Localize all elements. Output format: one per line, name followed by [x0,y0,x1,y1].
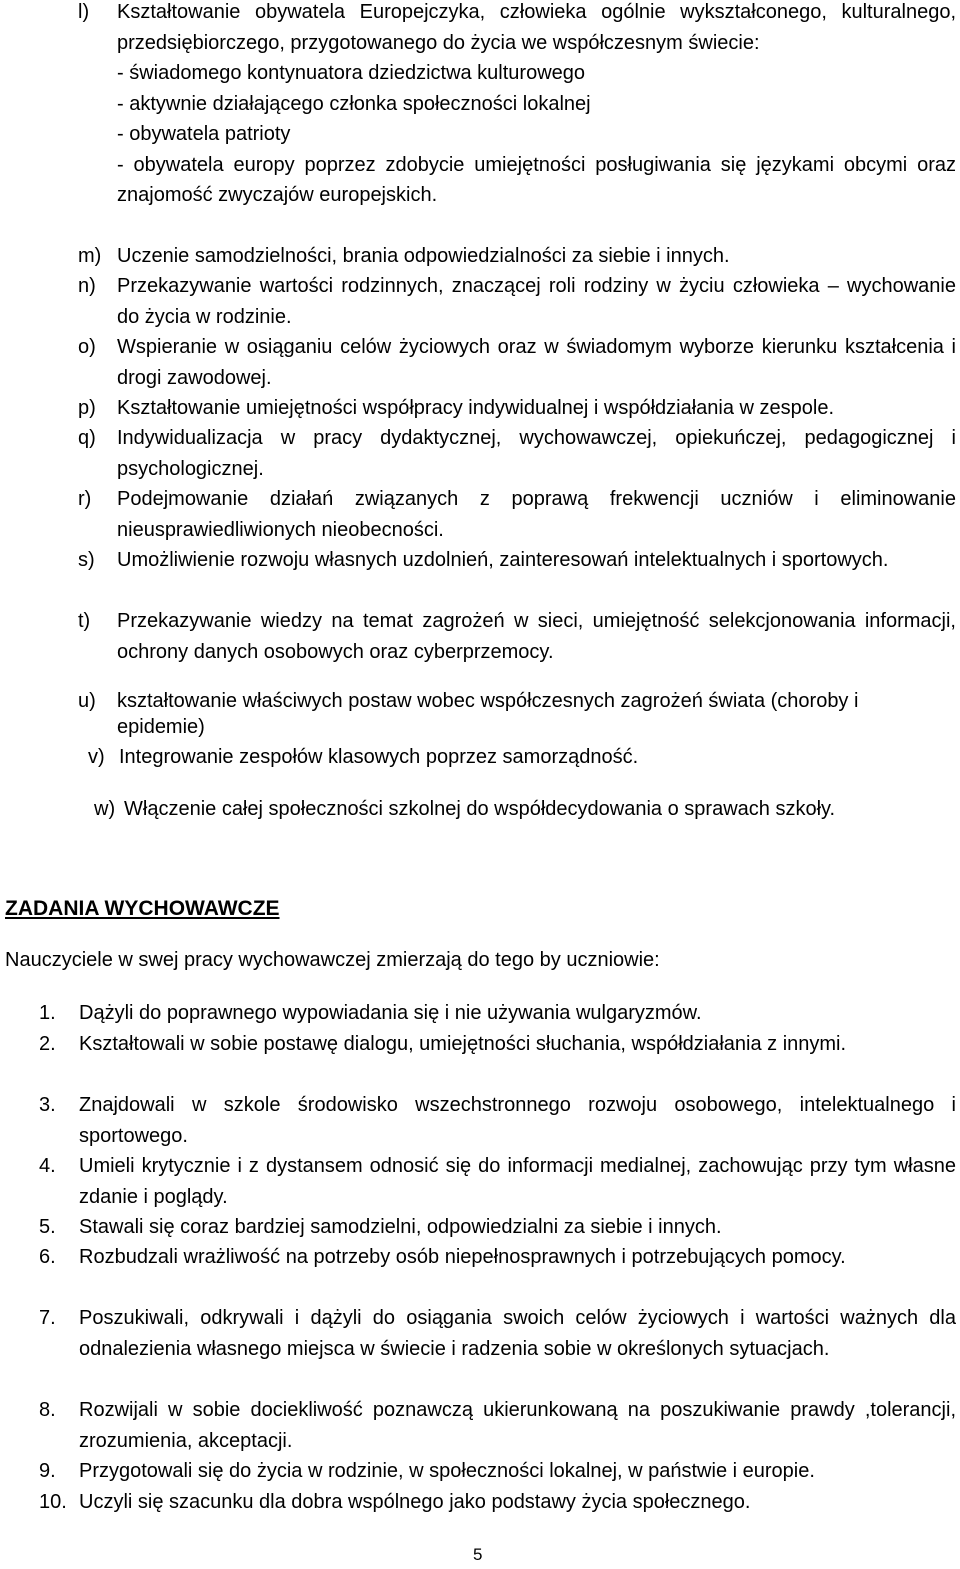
task-number: 2. [39,1033,56,1055]
item-label: r) [78,488,92,510]
list-item [78,423,956,484]
task-item [39,1456,956,1487]
section-heading: ZADANIA WYCHOWAWCZE [5,897,280,920]
task-text: Umieli krytycznie i z dystansem odnosić się do informacji medialnej, zachowując przy tym własne zdanie i poglądy. [79,1155,956,1208]
list-item [78,0,956,211]
item-label: p) [78,397,96,419]
task-text: Dążyli do poprawnego wypowiadania się i nie używania wulgaryzmów. [79,1002,702,1024]
item-text: Umożliwienie rozwoju własnych uzdolnień, zainteresowań intelektualnych i sportowych. [117,549,889,571]
task-number: 8. [39,1399,56,1421]
task-number: 6. [39,1246,56,1268]
task-item [39,1242,956,1273]
item-text: Indywidualizacja w pracy dydaktycznej, wychowawczej, opiekuńczej, pedagogicznej i psychologicznej. [117,427,956,480]
list-item [78,332,956,393]
list-item [78,241,956,272]
task-item [39,1212,956,1243]
list-item [78,688,878,740]
task-number: 3. [39,1094,56,1116]
item-label: m) [78,245,102,267]
item-text: Przekazywanie wartości rodzinnych, znaczącej roli rodziny w życiu człowieka – wychowanie do życia w rodzinie. [117,275,956,328]
sub-item: - obywatela europy poprzez zdobycie umiejętności posługiwania się językami obcymi oraz znajomość zwyczajów europejskich. [117,153,956,206]
task-text: Rozwijali w sobie dociekliwość poznawczą ukierunkowaną na poszukiwanie prawdy ,tolerancji, zrozumienia, akceptacji. [79,1399,956,1452]
page-number: 5 [473,1545,483,1564]
task-text: Uczyli się szacunku dla dobra wspólnego jako podstawy życia społecznego. [79,1491,751,1513]
task-item [39,1151,956,1212]
task-number: 5. [39,1216,56,1238]
item-text: Kształtowanie umiejętności współpracy indywidualnej i współdziałania w zespole. [117,397,835,419]
item-label: v) [88,746,105,768]
item-label: n) [78,275,96,297]
list-item [88,742,948,773]
item-text: Wspieranie w osiąganiu celów życiowych oraz w świadomym wyborze kierunku kształcenia i drogi zawodowej. [117,336,956,389]
item-text: Podejmowanie działań związanych z poprawą frekwencji uczniów i eliminowanie nieusprawiedliwionych nieobecności. [117,488,956,541]
task-text: Poszukiwali, odkrywali i dążyli do osiągania swoich celów życiowych i wartości ważnych dla odnalezienia własnego miejsca w świecie i radzenia sobie w określonych sytuacjach. [79,1307,956,1360]
task-item [39,1029,956,1060]
item-text: Uczenie samodzielności, brania odpowiedzialności za siebie i innych. [117,245,730,267]
item-text: Kształtowanie obywatela Europejczyka, człowieka ogólnie wykształconego, kulturalnego, przedsiębiorczego, przygotowanego do życia we współczesnym świecie: [117,1,956,54]
list-item [78,393,956,424]
task-item [39,1303,956,1364]
item-label: t) [78,610,91,632]
task-item [39,998,956,1029]
list-item [78,545,956,576]
task-item [39,1487,956,1518]
task-text: Przygotowali się do życia w rodzinie, w społeczności lokalnej, w państwie i europie. [79,1460,815,1482]
task-number: 9. [39,1460,56,1482]
task-number: 7. [39,1307,56,1329]
task-number: 10. [39,1491,67,1513]
item-text: Integrowanie zespołów klasowych poprzez samorządność. [119,746,639,768]
task-text: Stawali się coraz bardziej samodzielni, odpowiedzialni za siebie i innych. [79,1216,722,1238]
item-label: q) [78,427,96,449]
item-label: w) [94,798,116,820]
list-item [94,794,954,825]
task-number: 4. [39,1155,56,1177]
task-item [39,1090,956,1151]
sub-item: - obywatela patrioty [117,123,291,145]
item-text: Przekazywanie wiedzy na temat zagrożeń w sieci, umiejętność selekcjonowania informacji, ochrony danych osobowych oraz cyberprzemocy. [117,610,956,663]
list-item [78,606,956,667]
list-item [78,271,956,332]
task-number: 1. [39,1002,56,1024]
task-text: Znajdowali w szkole środowisko wszechstronnego rozwoju osobowego, intelektualnego i sportowego. [79,1094,956,1147]
item-text: kształtowanie właściwych postaw wobec współczesnych zagrożeń świata (choroby i epidemie) [117,690,859,738]
item-label: u) [78,690,96,712]
item-label: o) [78,336,96,358]
task-item [39,1395,956,1456]
list-item [78,484,956,545]
item-label: l) [78,1,90,23]
item-label: s) [78,549,95,571]
task-text: Rozbudzali wrażliwość na potrzeby osób niepełnosprawnych i potrzebujących pomocy. [79,1246,846,1268]
sub-item: - świadomego kontynuatora dziedzictwa kulturowego [117,62,586,84]
item-text: Włączenie całej społeczności szkolnej do współdecydowania o sprawach szkoły. [124,798,836,820]
task-text: Kształtowali w sobie postawę dialogu, umiejętności słuchania, współdziałania z innymi. [79,1033,847,1055]
sub-item: - aktywnie działającego członka społeczności lokalnej [117,92,591,115]
section-intro: Nauczyciele w swej pracy wychowawczej zmierzają do tego by uczniowie: [5,949,660,971]
